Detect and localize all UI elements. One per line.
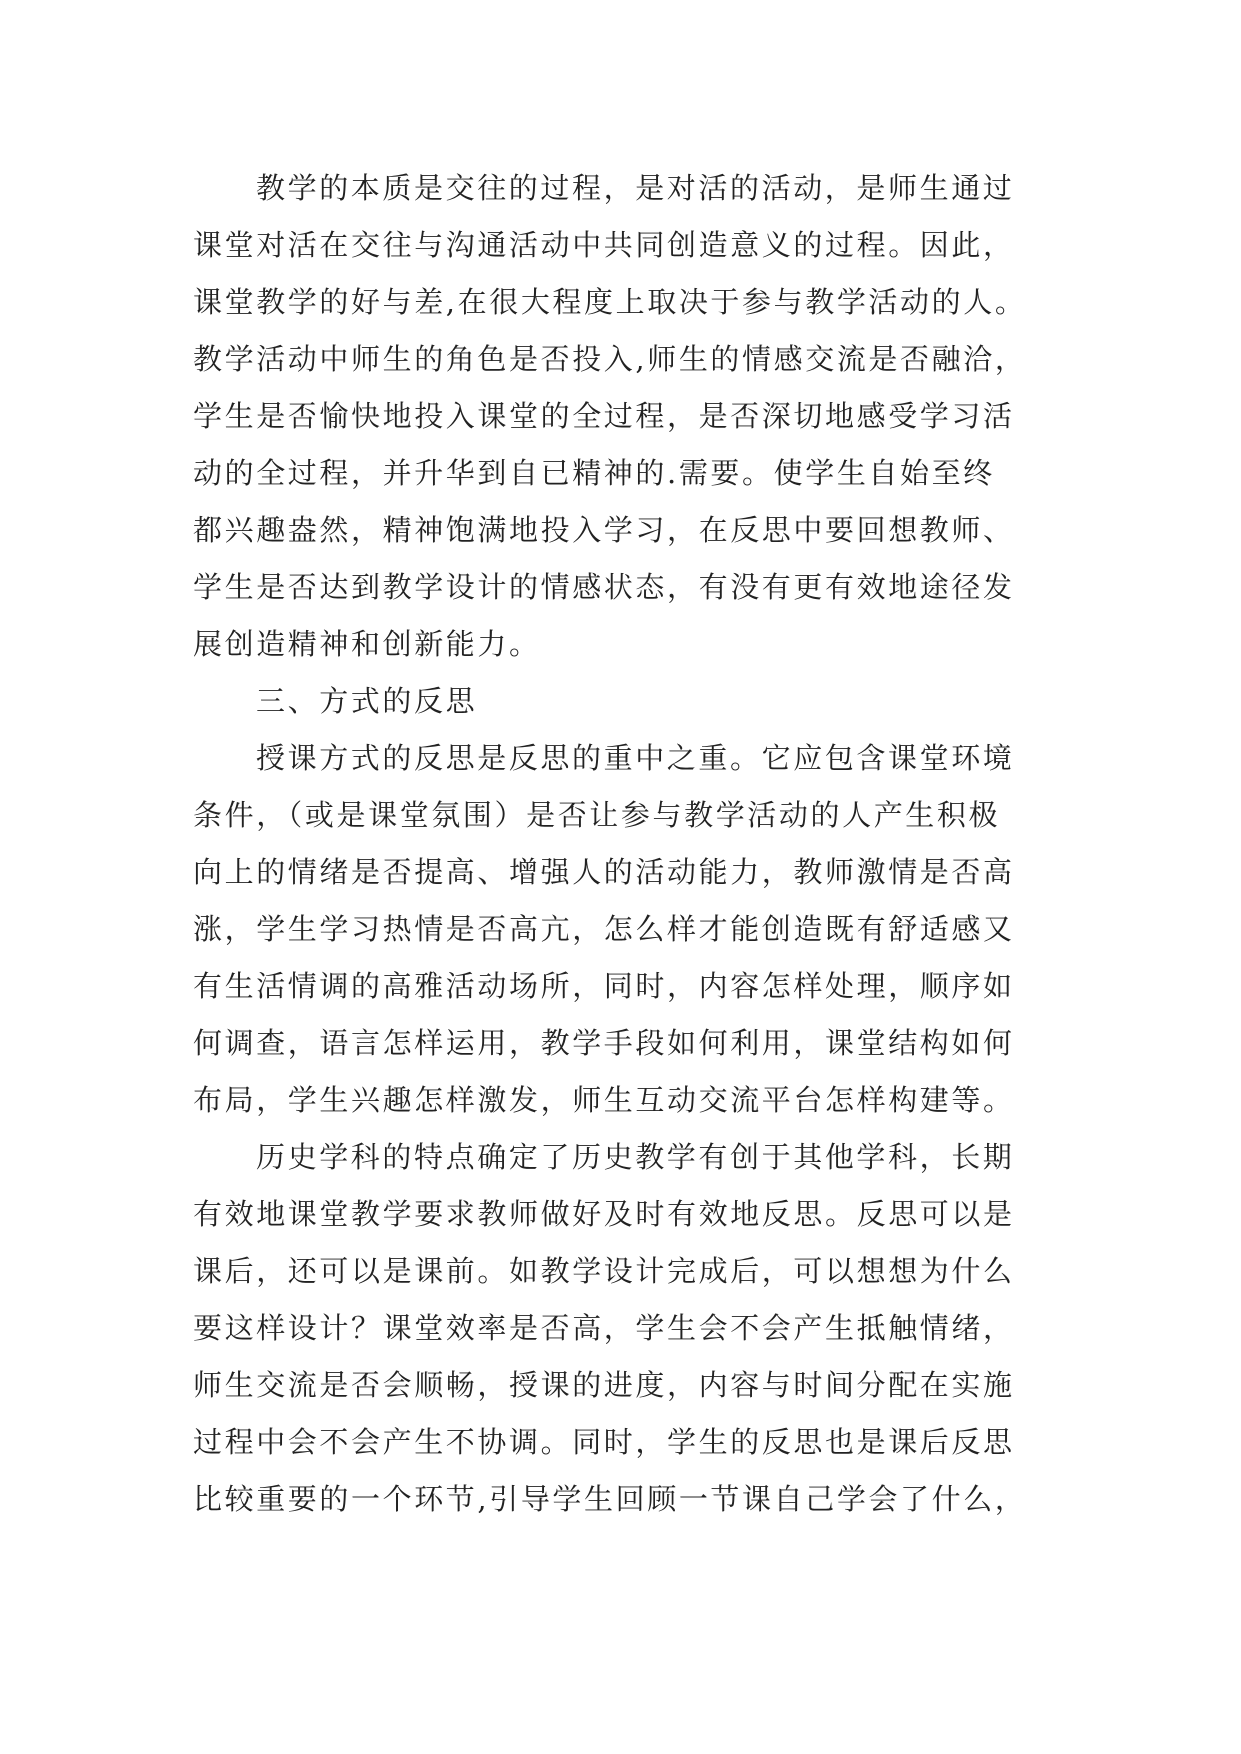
text-line: 课后，还可以是课前。如教学设计完成后，可以想想为什么 <box>193 1254 1015 1288</box>
text-line: 学生是否达到教学设计的情感状态，有没有更有效地途径发 <box>193 570 1015 604</box>
section-heading: 三、方式的反思 <box>256 684 478 718</box>
text-line: 条件，（或是课堂氛围）是否让参与教学活动的人产生积极 <box>193 798 1001 832</box>
text-line: 有生活情调的高雅活动场所，同时，内容怎样处理，顺序如 <box>193 969 1015 1003</box>
text-line: 展创造精神和创新能力。 <box>193 627 541 661</box>
body-text <box>193 160 1093 1528</box>
text-line: 授课方式的反思是反思的重中之重。它应包含课堂环境 <box>256 741 1015 775</box>
text-line: 向上的情绪是否提高、增强人的活动能力，教师激情是否高 <box>193 855 1015 889</box>
text-line: 何调查，语言怎样运用，教学手段如何利用，课堂结构如何 <box>193 1026 1015 1060</box>
text-line: 都兴趣盎然，精神饱满地投入学习，在反思中要回想教师、 <box>193 513 1015 547</box>
text-line: 涨，学生学习热情是否高亢，怎么样才能创造既有舒适感又 <box>193 912 1015 946</box>
text-line: 师生交流是否会顺畅，授课的进度，内容与时间分配在实施 <box>193 1368 1015 1402</box>
text-line: 有效地课堂教学要求教师做好及时有效地反思。反思可以是 <box>193 1197 1015 1231</box>
text-line: 布局，学生兴趣怎样激发，师生互动交流平台怎样构建等。 <box>193 1083 1015 1117</box>
text-line: 课堂教学的好与差,在很大程度上取决于参与教学活动的人。 <box>193 285 1027 319</box>
text-line: 课堂对活在交往与沟通活动中共同创造意义的过程。因此， <box>193 228 1015 262</box>
text-line: 学生是否愉快地投入课堂的全过程，是否深切地感受学习活 <box>193 399 1015 433</box>
text-line: 教学的本质是交往的过程，是对活的活动，是师生通过 <box>256 171 1015 205</box>
text-line: 要这样设计？课堂效率是否高，学生会不会产生抵触情绪， <box>193 1311 1015 1345</box>
text-line: 历史学科的特点确定了历史教学有创于其他学科，长期 <box>256 1140 1015 1174</box>
text-line: 比较重要的一个环节,引导学生回顾一节课自己学会了什么， <box>193 1482 1027 1516</box>
text-line: 动的全过程，并升华到自已精神的.需要。使学生自始至终 <box>193 456 995 490</box>
text-line: 过程中会不会产生不协调。同时，学生的反思也是课后反思 <box>193 1425 1015 1459</box>
text-line: 教学活动中师生的角色是否投入,师生的情感交流是否融洽， <box>193 342 1027 376</box>
